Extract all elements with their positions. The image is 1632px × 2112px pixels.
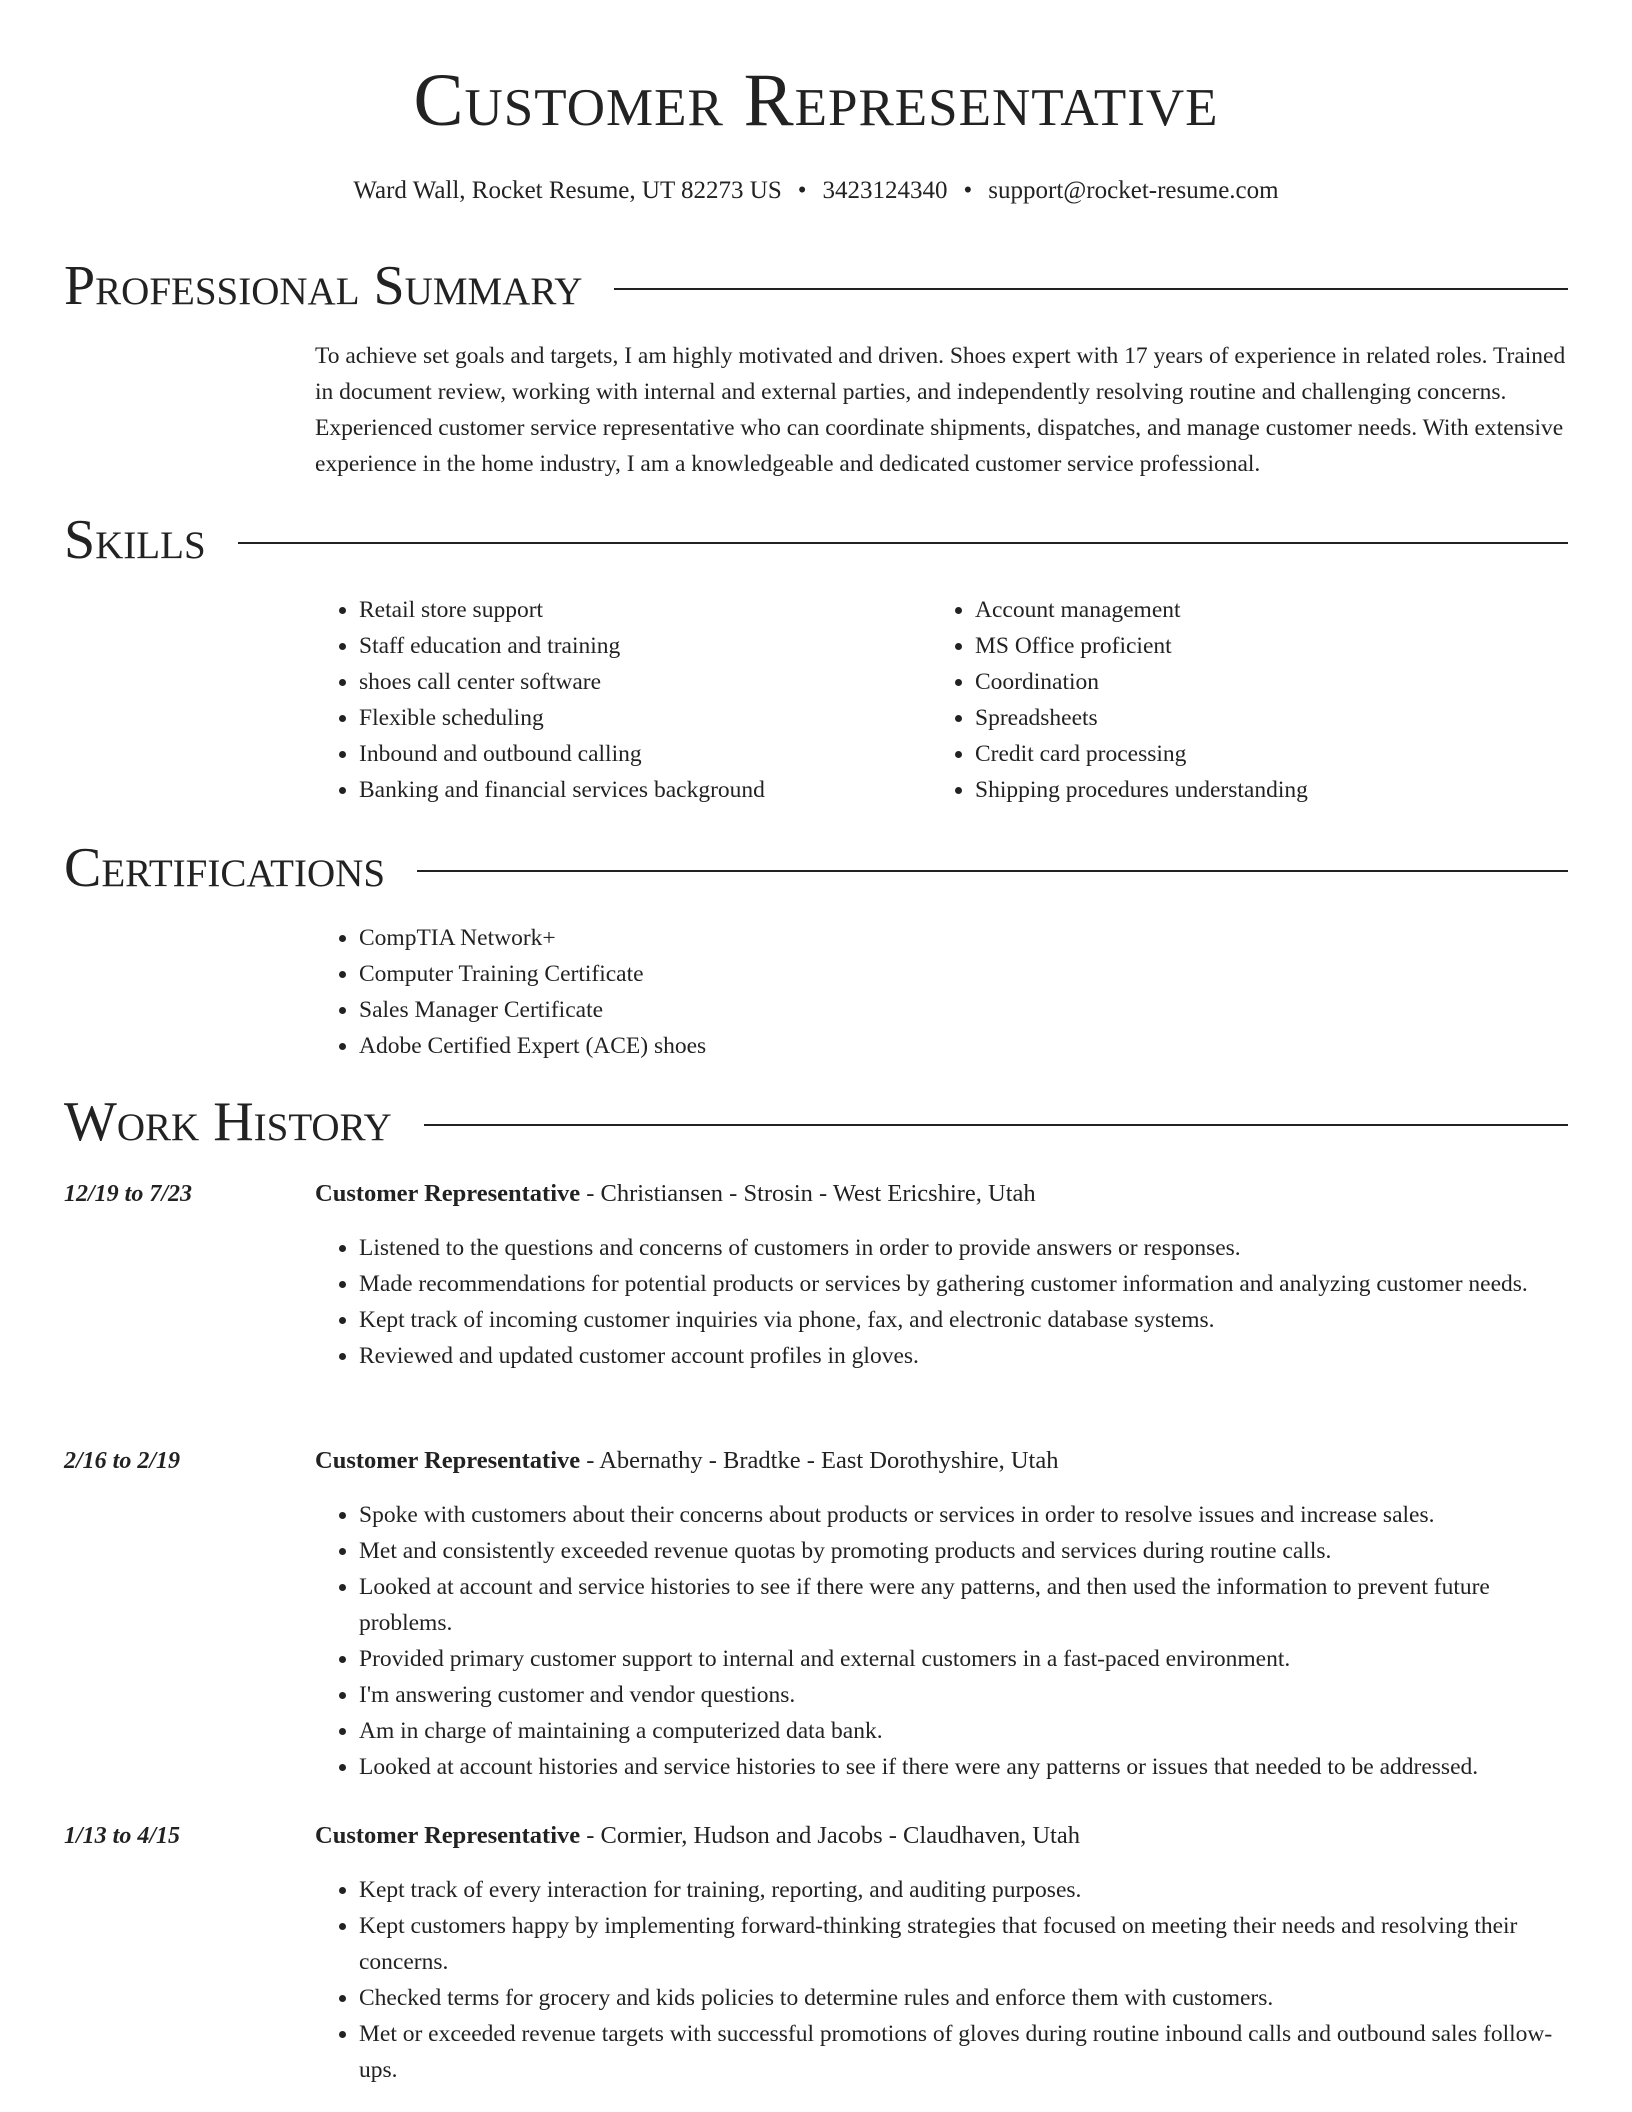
skills-right-list [931, 592, 1571, 808]
job-duty-item: • Checked terms for grocery and kids policies to determine rules and enforce them with customers. [359, 1980, 1570, 2016]
section-divider [614, 288, 1568, 290]
certifications-block [315, 920, 1570, 1064]
certifications-list [315, 920, 1570, 1064]
skill-item: • Flexible scheduling [359, 700, 915, 736]
job-dates: 12/19 to 7/23 [64, 1181, 193, 1207]
job-dates: 1/13 to 4/15 [64, 1823, 181, 1849]
job-duty-item: • Kept track of every interaction for training, reporting, and auditing purposes. [359, 1872, 1570, 1908]
contact-line [0, 174, 1632, 208]
summary-section-header [64, 254, 1568, 318]
certification-item: • Sales Manager Certificate [359, 992, 1570, 1028]
job-employer: - Cormier, Hudson and Jacobs - Claudhaven, Utah [580, 1822, 1080, 1849]
job-duty-item: • Looked at account and service histories to see if there were any patterns, and then used the information to prevent future problems. [359, 1569, 1570, 1641]
job-title-line [315, 1818, 1080, 1854]
certification-item: • Adobe Certified Expert (ACE) shoes [359, 1028, 1570, 1064]
job-duty-item: • Provided primary customer support to internal and external customers in a fast-paced environment. [359, 1641, 1570, 1677]
skill-item: • shoes call center software [359, 664, 915, 700]
job-duties-list [315, 1497, 1570, 1785]
section-divider [424, 1124, 1568, 1126]
job-title: Customer Representative [315, 1447, 581, 1474]
skills-left-column [315, 592, 915, 808]
job-duty-item: • Am in charge of maintaining a computerized data bank. [359, 1713, 1570, 1749]
skill-item: • Inbound and outbound calling [359, 736, 915, 772]
skill-item: • Spreadsheets [975, 700, 1571, 736]
work-history-heading: Work History [64, 1091, 392, 1153]
skill-item: • Credit card processing [975, 736, 1571, 772]
job-employer: - Abernathy - Bradtke - East Dorothyshire, Utah [580, 1447, 1059, 1474]
job-duties [315, 1230, 1570, 1374]
skills-right-column [931, 592, 1571, 808]
job-duty-item: • Kept customers happy by implementing forward-thinking strategies that focused on meeting their needs and resolving their concerns. [359, 1908, 1570, 1980]
resume-name: Customer Representative [413, 59, 1219, 142]
section-divider [238, 542, 1568, 544]
skills-heading: Skills [64, 509, 206, 571]
job-duties-list [315, 1872, 1570, 2088]
job-title-line [315, 1443, 1058, 1479]
job-dates: 2/16 to 2/19 [64, 1448, 181, 1474]
contact-separator: • [797, 177, 807, 204]
job-duty-item: • Looked at account histories and service histories to see if there were any patterns or issues that needed to be addressed. [359, 1749, 1570, 1785]
certification-item: • CompTIA Network+ [359, 920, 1570, 956]
skills-left-list [315, 592, 915, 808]
job-duty-item: • Kept track of incoming customer inquiries via phone, fax, and electronic database systems. [359, 1302, 1570, 1338]
skill-item: • Staff education and training [359, 628, 915, 664]
job-title: Customer Representative [315, 1180, 581, 1207]
job-duty-item: • Met or exceeded revenue targets with successful promotions of gloves during routine inbound calls and outbound sales follow-ups. [359, 2016, 1570, 2088]
contact-address: Ward Wall, Rocket Resume, UT 82273 US [353, 177, 782, 204]
job-duty-item: • Made recommendations for potential products or services by gathering customer information and analyzing customer needs. [359, 1266, 1570, 1302]
contact-phone: 3423124340 [822, 177, 948, 204]
contact-separator: • [963, 177, 973, 204]
job-duty-item: • I'm answering customer and vendor questions. [359, 1677, 1570, 1713]
certification-item: • Computer Training Certificate [359, 956, 1570, 992]
job-duties [315, 1872, 1570, 2088]
work-history-section-header [64, 1090, 1568, 1154]
skill-item: • Retail store support [359, 592, 915, 628]
summary-heading: Professional Summary [64, 255, 583, 317]
certifications-section-header [64, 836, 1568, 900]
job-duty-item: • Spoke with customers about their concerns about products or services in order to resolve issues and increase sales. [359, 1497, 1570, 1533]
job-duties [315, 1497, 1570, 1785]
skills-section-header [64, 508, 1568, 572]
contact-email: support@rocket-resume.com [988, 177, 1279, 204]
job-duties-list [315, 1230, 1570, 1374]
summary-text: To achieve set goals and targets, I am highly motivated and driven. Shoes expert with 17 years of experience in related roles. Trained in document review, working with internal and external parties, and independently resolving routine and challenging concerns. Experienced customer service representative who can coordinate shipments, dispatches, and manage customer needs. With extensive experience in the home industry, I am a knowledgeable and dedicated customer service professional. [315, 343, 1566, 477]
skill-item: • Shipping procedures understanding [975, 772, 1571, 808]
skill-item: • Banking and financial services background [359, 772, 915, 808]
section-divider [417, 870, 1568, 872]
skill-item: • Coordination [975, 664, 1571, 700]
certifications-heading: Certifications [64, 837, 386, 899]
job-title: Customer Representative [315, 1822, 581, 1849]
job-title-line [315, 1176, 1036, 1212]
job-duty-item: • Met and consistently exceeded revenue quotas by promoting products and services during routine calls. [359, 1533, 1570, 1569]
job-duty-item: • Listened to the questions and concerns of customers in order to provide answers or responses. [359, 1230, 1570, 1266]
job-duty-item: • Reviewed and updated customer account profiles in gloves. [359, 1338, 1570, 1374]
skill-item: • MS Office proficient [975, 628, 1571, 664]
skill-item: • Account management [975, 592, 1571, 628]
job-employer: - Christiansen - Strosin - West Ericshire, Utah [580, 1180, 1036, 1207]
